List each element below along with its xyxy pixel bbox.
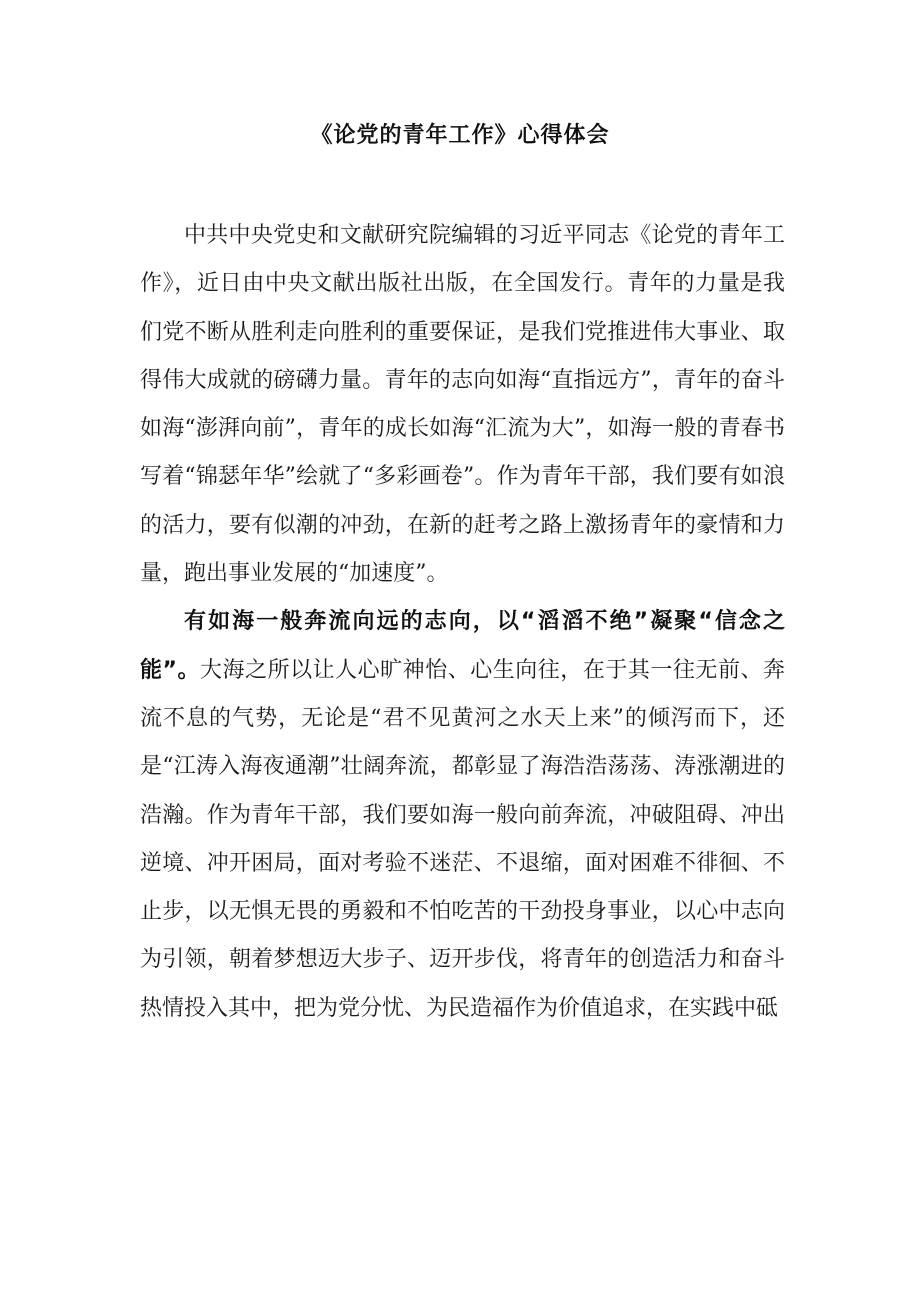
document-title: 《论党的青年工作》心得体会 (310, 123, 610, 148)
paragraph-lead-heading: 有如海一般奔流向远的志向，以“滔滔不绝”凝聚“信念之能”。 (140, 609, 785, 683)
paragraph-ocean-aspiration (140, 598, 785, 1033)
paragraph-intro (140, 212, 785, 598)
paragraph-intro-text: 中共中央党史和文献研究院编辑的习近平同志《论党的青年工作》，近日由中央文献出版社出版，在全国发行。青年的力量是我们党不断从胜利走向胜利的重要保证，是我们党推进伟大事业、取得伟大成就的磅礴力量。青年的志向如海“直指远方”，青年的奋斗如海“澎湃向前”，青年的成长如海“汇流为大”，如海一般的青春书写着“锦瑟年华”绘就了“多彩画卷”。作为青年干部，我们要有如浪的活力，要有似潮的冲劲，在新的赶考之路上激扬青年的豪情和力量，跑出事业发展的“加速度”。 (140, 223, 785, 587)
document-body (140, 212, 785, 1033)
paragraph-ocean-aspiration-text: 大海之所以让人心旷神怡、心生向往，在于其一往无前、奔流不息的气势，无论是“君不见黄河之水天上来”的倾泻而下，还是“江涛入海夜通潮”壮阔奔流，都彰显了海浩浩荡荡、涛涨潮进的浩瀚。作为青年干部，我们要如海一般向前奔流，冲破阻碍、冲出逆境、冲开困局，面对考验不迷茫、不退缩，面对困难不徘徊、不止步，以无惧无畏的勇毅和不怕吃苦的干劲投身事业，以心中志向为引领，朝着梦想迈大步子、迈开步伐，将青年的创造活力和奋斗热情投入其中，把为党分忧、为民造福作为价值追求，在实践中砥 (140, 657, 785, 1021)
